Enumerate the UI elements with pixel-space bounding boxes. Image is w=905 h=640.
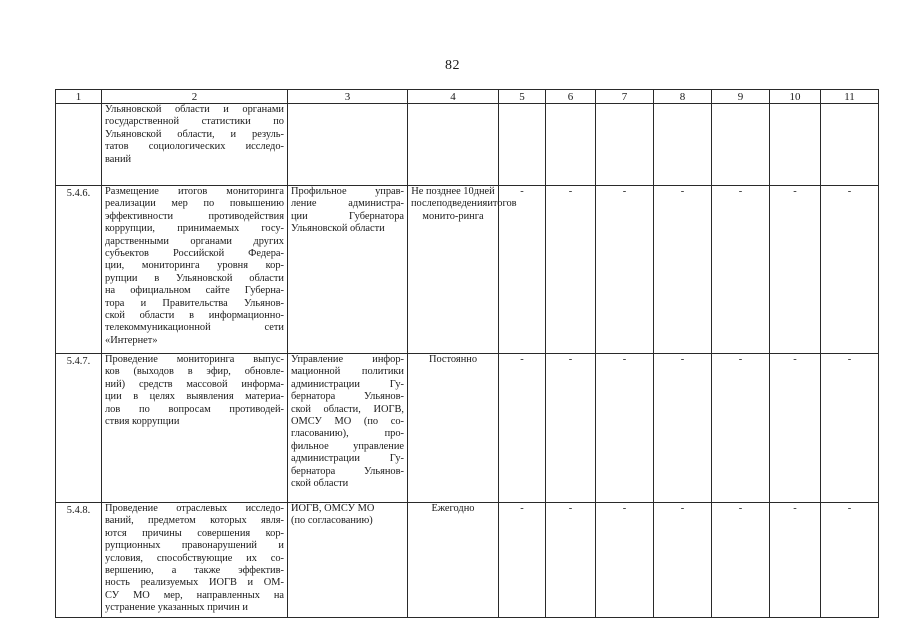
value-cell-col-8: [654, 104, 712, 186]
measures-table: [55, 89, 879, 618]
text-line: бернатора Ульянов-: [291, 465, 404, 477]
value-cell-col-9: [712, 104, 770, 186]
text-line: ской области: [291, 478, 349, 490]
text-line: ются причины совершения кор-: [105, 527, 284, 539]
text-line: (по согласованию): [291, 515, 373, 527]
text-line: ствия коррупции: [105, 416, 180, 428]
measure-cell: [102, 104, 288, 186]
value-cell-col-7: -: [596, 354, 654, 503]
text-line: рупционных правонарушений и: [105, 540, 284, 552]
text-line: Проведение отраслевых исследо-: [105, 503, 284, 514]
text-line: условия, способствующие их со-: [105, 552, 284, 564]
measure-cell: [102, 354, 288, 503]
column-header-8: 8: [654, 90, 712, 104]
text-line: на официальном сайте Губерна-: [105, 285, 284, 297]
column-header-4: 4: [408, 90, 499, 104]
value-cell-col-11: [821, 104, 879, 186]
value-cell-col-8: -: [654, 186, 712, 354]
measure-cell: [102, 186, 288, 354]
text-line: татов социологических исследо-: [105, 141, 284, 153]
value-cell-col-10: -: [770, 186, 821, 354]
text-line: фильное управление: [291, 440, 404, 452]
value-cell-col-5: [499, 104, 546, 186]
text-line: лов по вопросам противодей-: [105, 403, 284, 415]
text-line: ции в целях выявления материа-: [105, 391, 284, 403]
column-header-7: 7: [596, 90, 654, 104]
text-line: вершению, а также эффектив-: [105, 565, 284, 577]
column-header-6: 6: [546, 90, 596, 104]
column-header-5: 5: [499, 90, 546, 104]
text-line: мационной политики: [291, 366, 404, 378]
column-header-10: 10: [770, 90, 821, 104]
term-cell: [408, 354, 499, 503]
value-cell-col-5: -: [499, 503, 546, 618]
value-cell-col-8: -: [654, 354, 712, 503]
term-cell: [408, 104, 499, 186]
table-row: [56, 186, 879, 354]
term-cell: [408, 503, 499, 618]
value-cell-col-9: -: [712, 186, 770, 354]
text-line: тора и Правительства Ульянов-: [105, 297, 284, 309]
text-line: гласованию), про-: [291, 428, 404, 440]
term-cell: [408, 186, 517, 354]
text-line: итогов монито-: [422, 198, 517, 222]
text-line: ции, мониторинга уровня кор-: [105, 260, 284, 272]
text-line: телекоммуникационной сети: [105, 322, 284, 334]
value-cell-col-9: -: [712, 354, 770, 503]
item-number: 5.4.8.: [56, 503, 102, 618]
text-line: бернатора Ульянов-: [291, 391, 404, 403]
text-line: ность реализуемых ИОГВ и ОМ-: [105, 577, 284, 589]
value-cell-col-5: -: [499, 186, 546, 354]
text-line: администрации Гу-: [291, 453, 404, 465]
item-number: [56, 104, 102, 186]
text-line: подведения: [436, 198, 488, 210]
text-line: Профильное упрaв-: [291, 186, 404, 197]
text-line: СУ МО мер, направленных на: [105, 589, 284, 601]
text-line: администрации Гу-: [291, 378, 404, 390]
text-line: ринга: [458, 210, 484, 222]
text-line: реализации мер по повышению: [105, 198, 284, 210]
value-cell-col-10: -: [770, 503, 821, 618]
text-line: ний) средств массовой информа-: [105, 378, 284, 390]
text-line: ской области в информационно-: [105, 310, 284, 322]
table-row: [56, 354, 879, 503]
table-row: [56, 503, 879, 618]
text-line: «Интернет»: [105, 334, 158, 346]
text-line: Ульяновской области и органами: [105, 104, 284, 115]
value-cell-col-5: -: [499, 354, 546, 503]
text-line: Ульяновской области, и резуль-: [105, 128, 284, 140]
text-line: Проведение мониторинга выпус-: [105, 354, 284, 365]
column-header-2: 2: [102, 90, 288, 104]
value-cell-col-11: -: [821, 186, 879, 354]
value-cell-col-6: -: [546, 503, 596, 618]
text-line: Ульяновской области: [291, 223, 385, 235]
value-cell-col-8: -: [654, 503, 712, 618]
text-line: ОМСУ МО (по со-: [291, 416, 404, 428]
executor-cell: [288, 104, 408, 186]
text-line: ков (выходов в эфир, обновле-: [105, 366, 284, 378]
value-cell-col-10: [770, 104, 821, 186]
executor-cell: [288, 354, 408, 503]
header-row: [56, 90, 879, 104]
column-header-11: 11: [821, 90, 879, 104]
value-cell-col-11: -: [821, 354, 879, 503]
executor-cell: [288, 186, 408, 354]
item-number: 5.4.6.: [56, 186, 102, 354]
measure-cell: [102, 503, 288, 618]
column-header-9: 9: [712, 90, 770, 104]
value-cell-col-10: -: [770, 354, 821, 503]
text-line: дней после: [411, 186, 495, 210]
text-line: государственной статистики по: [105, 116, 284, 128]
value-cell-col-7: [596, 104, 654, 186]
text-line: коррупции, принимаемых госу-: [105, 223, 284, 235]
text-line: ление администра-: [291, 198, 404, 210]
value-cell-col-9: -: [712, 503, 770, 618]
text-line: эффективности противодействия: [105, 210, 284, 222]
executor-cell: [288, 503, 408, 618]
text-line: Размещение итогов мониторинга: [105, 186, 284, 197]
column-header-1: 1: [56, 90, 102, 104]
text-line: ваний, предметом которых явля-: [105, 515, 284, 527]
value-cell-col-7: -: [596, 503, 654, 618]
text-line: ваний: [105, 153, 132, 165]
table-row: [56, 104, 879, 186]
text-line: Не позднее 10: [411, 186, 474, 197]
text-line: Постоянно: [428, 354, 478, 365]
page-number: 82: [445, 58, 460, 73]
text-line: дарственными органами других: [105, 235, 284, 247]
value-cell-col-7: -: [596, 186, 654, 354]
column-header-3: 3: [288, 90, 408, 104]
value-cell-col-6: [546, 104, 596, 186]
text-line: Управление инфор-: [291, 354, 404, 365]
text-line: ИОГВ, ОМСУ МО: [291, 503, 375, 514]
text-line: устранение указанных причин и: [105, 602, 248, 614]
text-line: субъектов Российской Федера-: [105, 248, 284, 260]
value-cell-col-6: -: [546, 186, 596, 354]
value-cell-col-6: -: [546, 354, 596, 503]
item-number: 5.4.7.: [56, 354, 102, 503]
text-line: ции Губернатора: [291, 210, 404, 222]
text-line: Ежегодно: [431, 503, 475, 514]
value-cell-col-11: -: [821, 503, 879, 618]
text-line: рупции в Ульяновской области: [105, 272, 284, 284]
text-line: ской области, ИОГВ,: [291, 403, 404, 415]
